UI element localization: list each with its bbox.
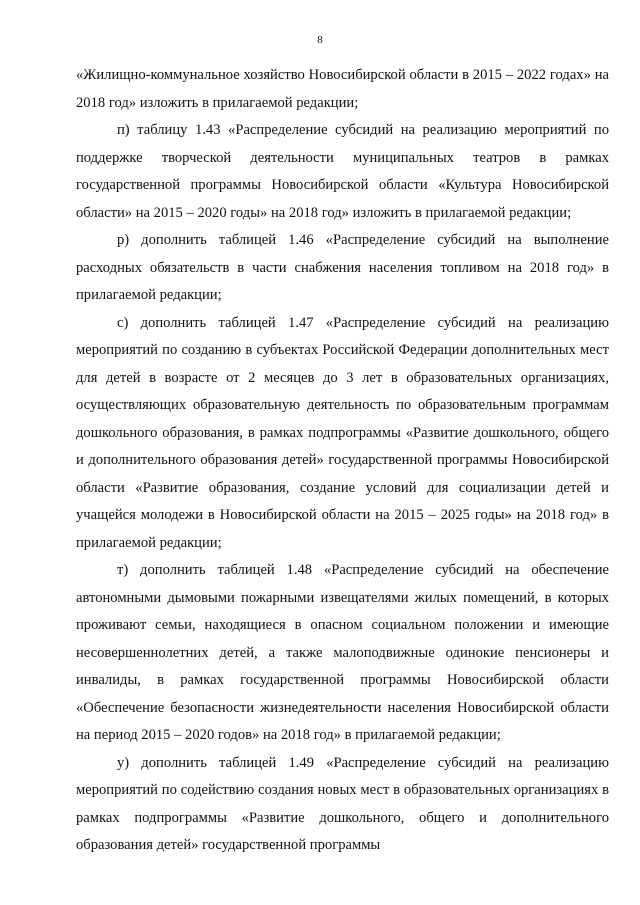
paragraph-item-r: р) дополнить таблицей 1.46 «Распределение субсидий на выполнение расходных обязательств в части снабжения населения топливом на 2018 год» в прилагаемой редакции; xyxy=(76,232,609,303)
paragraph-item-t: т) дополнить таблицей 1.48 «Распределение субсидий на обеспечение автономными дымовыми пожарными извещателями жилых помещений, в которых проживают семьи, находящиеся в опасном социальном положении и имеющие несовершеннолетних детей, а также малоподвижные одинокие пенсионеры и инвалиды, в рамках государственной программы Новосибирской области «Обеспечение безопасности жизнедеятельности населения Новосибирской области на период 2015 – 2020 годов» на 2018 год» в прилагаемой редакции; xyxy=(76,562,609,743)
document-body xyxy=(76,62,609,860)
paragraph-item-u: у) дополнить таблицей 1.49 «Распределение субсидий на реализацию мероприятий по содействию создания новых мест в образовательных организациях в рамках подпрограммы «Развитие дошкольного, общего и дополнительного образования детей» государственной программы xyxy=(76,754,609,853)
page-number: 8 xyxy=(317,34,323,46)
paragraph-item-p: п) таблицу 1.43 «Распределение субсидий на реализацию мероприятий по поддержке творческой деятельности муниципальных театров в рамках государственной программы Новосибирской области «Культура Новосибирской области» на 2015 – 2020 годы» на 2018 год» изложить в прилагаемой редакции; xyxy=(76,122,609,221)
paragraph-continuation: «Жилищно-коммунальное хозяйство Новосибирской области в 2015 – 2022 годах» на 2018 год» изложить в прилагаемой редакции; xyxy=(76,67,609,111)
paragraph-item-s: с) дополнить таблицей 1.47 «Распределение субсидий на реализацию мероприятий по созданию в субъектах Российской Федерации дополнительных мест для детей в возрасте от 2 месяцев до 3 лет в образовательных организациях, осуществляющих образовательную деятельность по образовательным программам дошкольного образования, в рамках подпрограммы «Развитие дошкольного, общего и дополнительного образования детей» государственной программы Новосибирской области «Развитие образования, создание условий для социализации детей и учащейся молодежи в Новосибирской области на 2015 – 2025 годы» на 2018 год» в прилагаемой редакции; xyxy=(76,314,609,551)
